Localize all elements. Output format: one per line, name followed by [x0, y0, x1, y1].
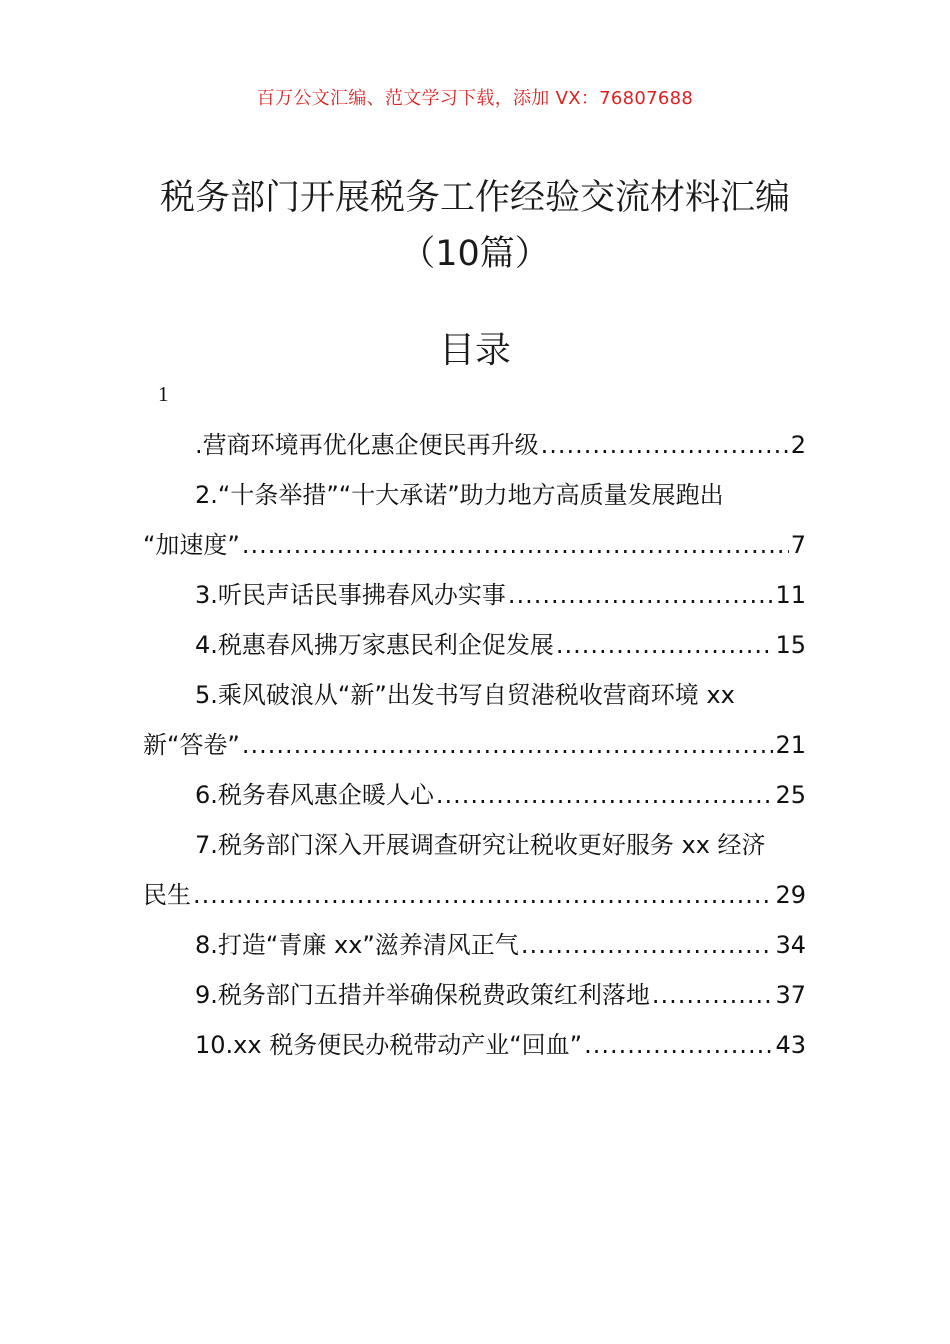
- toc-entry-text: .营商环境再优化惠企便民再升级: [195, 431, 539, 459]
- toc-entry-text-line-2: “加速度”: [143, 531, 240, 559]
- toc-entry-text: 4.税惠春风拂万家惠民利企促发展: [195, 631, 554, 659]
- document-title: [0, 170, 950, 282]
- toc-leader-dots: [193, 870, 773, 920]
- toc-leader-dots: [521, 920, 774, 970]
- toc-entry-2[interactable]: [143, 470, 806, 570]
- toc-leader-dots: [508, 570, 774, 620]
- toc-entry-text: 9.税务部门五措并举确保税费政策红利落地: [195, 981, 650, 1009]
- toc-page-number: 29: [775, 881, 806, 909]
- toc-entry-text-line-2: 民生: [143, 881, 191, 909]
- toc-leader-dots: [436, 770, 774, 820]
- toc-entry-text: 2.“十条举措”“十大承诺”助力地方高质量发展跑出: [195, 481, 724, 509]
- toc-page-number: 2: [790, 431, 806, 459]
- toc-entry-9[interactable]: [143, 970, 806, 1020]
- toc-leader-dots: [556, 620, 774, 670]
- toc-entry-text: 3.听民声话民事拂春风办实事: [195, 581, 506, 609]
- section-marker: 1: [158, 382, 169, 406]
- toc-entry-4[interactable]: [143, 620, 806, 670]
- toc-entry-text-line-2: 新“答卷”: [143, 731, 240, 759]
- toc-leader-dots: [242, 520, 789, 570]
- toc-entry-8[interactable]: [143, 920, 806, 970]
- toc-page-number: 7: [790, 531, 806, 559]
- toc-entry-text: 8.打造“青廉 xx”滋养清风正气: [195, 931, 519, 959]
- header-banner: 百万公文汇编、范文学习下载，添加 VX：76807688: [256, 88, 694, 109]
- toc-entry-text-line-1: [195, 470, 806, 520]
- toc-entry-1[interactable]: [143, 420, 806, 470]
- toc-heading: 目录: [438, 330, 511, 371]
- toc-entry-10[interactable]: [143, 1020, 806, 1070]
- title-line-2: （10篇）: [400, 234, 550, 274]
- toc-page-number: 21: [775, 731, 806, 759]
- toc-entry-text-line-1: 7.税务部门深入开展调查研究让税收更好服务 xx 经济: [195, 831, 766, 859]
- toc-page-number: 11: [775, 581, 806, 609]
- toc-page-number: 34: [775, 931, 806, 959]
- toc-leader-dots: [584, 1020, 773, 1070]
- toc-page-number: 43: [775, 1031, 806, 1059]
- toc-page-number: 15: [775, 631, 806, 659]
- toc-entry-text: 10.xx 税务便民办税带动产业“回血”: [195, 1031, 583, 1059]
- title-line-1: 税务部门开展税务工作经验交流材料汇编: [159, 178, 790, 218]
- toc-entry-7[interactable]: [143, 820, 806, 920]
- toc-leader-dots: [242, 720, 774, 770]
- toc-page-number: 25: [775, 781, 806, 809]
- toc-entry-text: 6.税务春风惠企暖人心: [195, 781, 434, 809]
- toc-leader-dots: [652, 970, 774, 1020]
- toc-entry-text-line-1: 5.乘风破浪从“新”出发书写自贸港税收营商环境 xx: [195, 681, 735, 709]
- table-of-contents: [143, 420, 806, 1070]
- toc-page-number: 37: [775, 981, 806, 1009]
- toc-entry-6[interactable]: [143, 770, 806, 820]
- toc-leader-dots: [541, 420, 789, 470]
- toc-entry-5[interactable]: [143, 670, 806, 770]
- toc-entry-3[interactable]: [143, 570, 806, 620]
